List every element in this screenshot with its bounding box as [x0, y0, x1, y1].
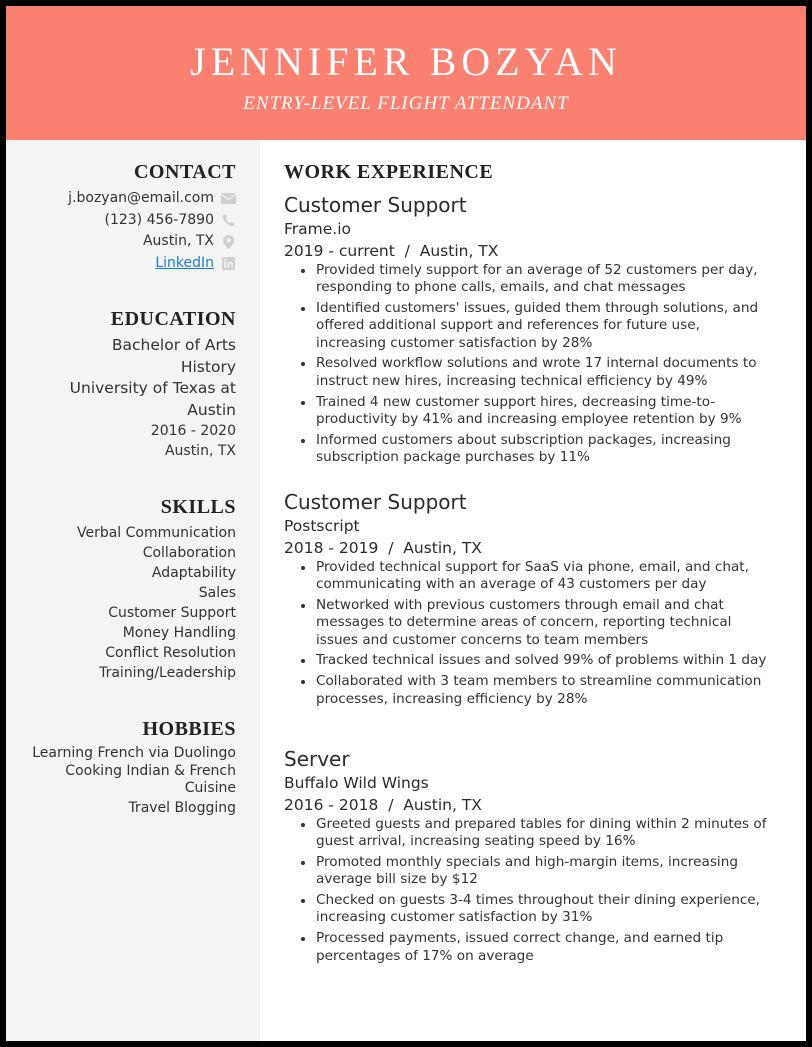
phone-text: (123) 456-7890 — [104, 211, 214, 228]
education-school-line1: University of Texas at — [69, 379, 236, 397]
job-bullets — [284, 816, 774, 965]
education-heading: EDUCATION — [110, 308, 236, 330]
education-school-line2: Austin — [187, 400, 236, 419]
job-bullet: Networked with previous customers through email and chat messages to determine areas of concern, reporting technical issues and customer concerns to team members — [284, 597, 774, 649]
contact-location — [6, 231, 236, 253]
resume-header — [6, 6, 806, 140]
job-dates-location: 2018 - 2019 / Austin, TX — [284, 539, 482, 557]
job-bullet: Promoted monthly specials and high-margin items, increasing average bill size by $12 — [284, 854, 774, 889]
email-text: j.bozyan@email.com — [68, 190, 214, 206]
map-marker-icon — [220, 235, 236, 249]
resume-page — [6, 6, 806, 1041]
job-title: Server — [284, 747, 350, 771]
hobby-item: Cuisine — [184, 780, 236, 796]
skill-item: Money Handling — [122, 625, 236, 641]
job-entry — [284, 489, 774, 711]
skill-item: Collaboration — [142, 545, 236, 561]
job-title: Customer Support — [284, 490, 467, 514]
skills-heading: SKILLS — [160, 496, 236, 518]
education-degree: Bachelor of Arts — [111, 336, 236, 354]
skill-item: Conflict Resolution — [105, 645, 236, 661]
job-bullet: Checked on guests 3-4 times throughout their dining experience, increasing customer satisfaction by 31% — [284, 892, 774, 927]
hobbies-section — [6, 717, 236, 819]
job-company: Buffalo Wild Wings — [284, 774, 429, 792]
job-bullet: Provided timely support for an average of 52 customers per day, responding to phone calls, emails, and chat messages — [284, 262, 774, 297]
job-company: Postscript — [284, 517, 360, 535]
job-entry — [284, 192, 774, 470]
job-bullet: Identified customers' issues, guided them through solutions, and offered additional support and references for future use, increasing customer satisfaction by 28% — [284, 300, 774, 352]
job-bullet: Trained 4 new customer support hires, decreasing time-to-productivity by 41% and increasing employee retention by 9% — [284, 394, 774, 429]
hobby-item: Cooking Indian & French — [65, 762, 236, 779]
phone-icon — [220, 213, 236, 227]
job-bullet: Processed payments, issued correct change, and earned tip percentages of 17% on average — [284, 930, 774, 965]
education-section — [6, 307, 236, 461]
envelope-icon — [220, 192, 236, 206]
education-major: History — [180, 357, 236, 376]
contact-linkedin — [6, 253, 236, 275]
job-dates-location: 2019 - current / Austin, TX — [284, 242, 499, 260]
job-dates-location: 2016 - 2018 / Austin, TX — [284, 796, 482, 814]
skills-section — [6, 495, 236, 683]
skill-item: Customer Support — [108, 605, 236, 621]
skill-item: Sales — [198, 585, 236, 601]
location-text: Austin, TX — [142, 233, 214, 249]
hobby-item: Travel Blogging — [128, 799, 236, 816]
skill-item: Adaptability — [151, 565, 236, 581]
work-experience-heading: WORK EXPERIENCE — [284, 161, 494, 183]
job-bullet: Informed customers about subscription packages, increasing subscription package purchases by 11% — [284, 432, 774, 467]
job-company: Frame.io — [284, 220, 352, 238]
job-title: Customer Support — [284, 193, 467, 217]
job-bullet: Provided technical support for SaaS via phone, email, and chat, communicating with an average of 43 customers per day — [284, 559, 774, 594]
contact-section — [6, 160, 236, 274]
skill-item: Verbal Communication — [76, 525, 236, 541]
job-bullet: Tracked technical issues and solved 99% of problems within 1 day — [284, 652, 774, 669]
contact-email — [6, 188, 236, 210]
linkedin-link[interactable]: LinkedIn — [155, 254, 214, 271]
job-entry — [284, 746, 774, 968]
job-bullets — [284, 559, 774, 708]
contact-phone — [6, 210, 236, 232]
hobby-item: Learning French via Duolingo — [32, 745, 236, 761]
skill-item: Training/Leadership — [99, 665, 236, 681]
job-bullet: Collaborated with 3 team members to streamline communication processes, increasing efficiency by 28% — [284, 673, 774, 708]
education-dates: 2016 - 2020 — [150, 423, 236, 439]
candidate-name: JENNIFER BOZYAN — [190, 39, 622, 84]
job-bullets — [284, 262, 774, 466]
contact-heading: CONTACT — [133, 161, 236, 183]
hobbies-heading: HOBBIES — [142, 718, 236, 740]
job-bullet: Greeted guests and prepared tables for dining within 2 minutes of guest arrival, increasing seating speed by 16% — [284, 816, 774, 851]
candidate-title: ENTRY-LEVEL FLIGHT ATTENDANT — [243, 93, 569, 114]
linkedin-icon — [220, 256, 236, 270]
job-bullet: Resolved workflow solutions and wrote 17 internal documents to instruct new hires, increasing technical efficiency by 49% — [284, 355, 774, 390]
education-location: Austin, TX — [164, 443, 236, 459]
sidebar — [6, 140, 260, 1041]
